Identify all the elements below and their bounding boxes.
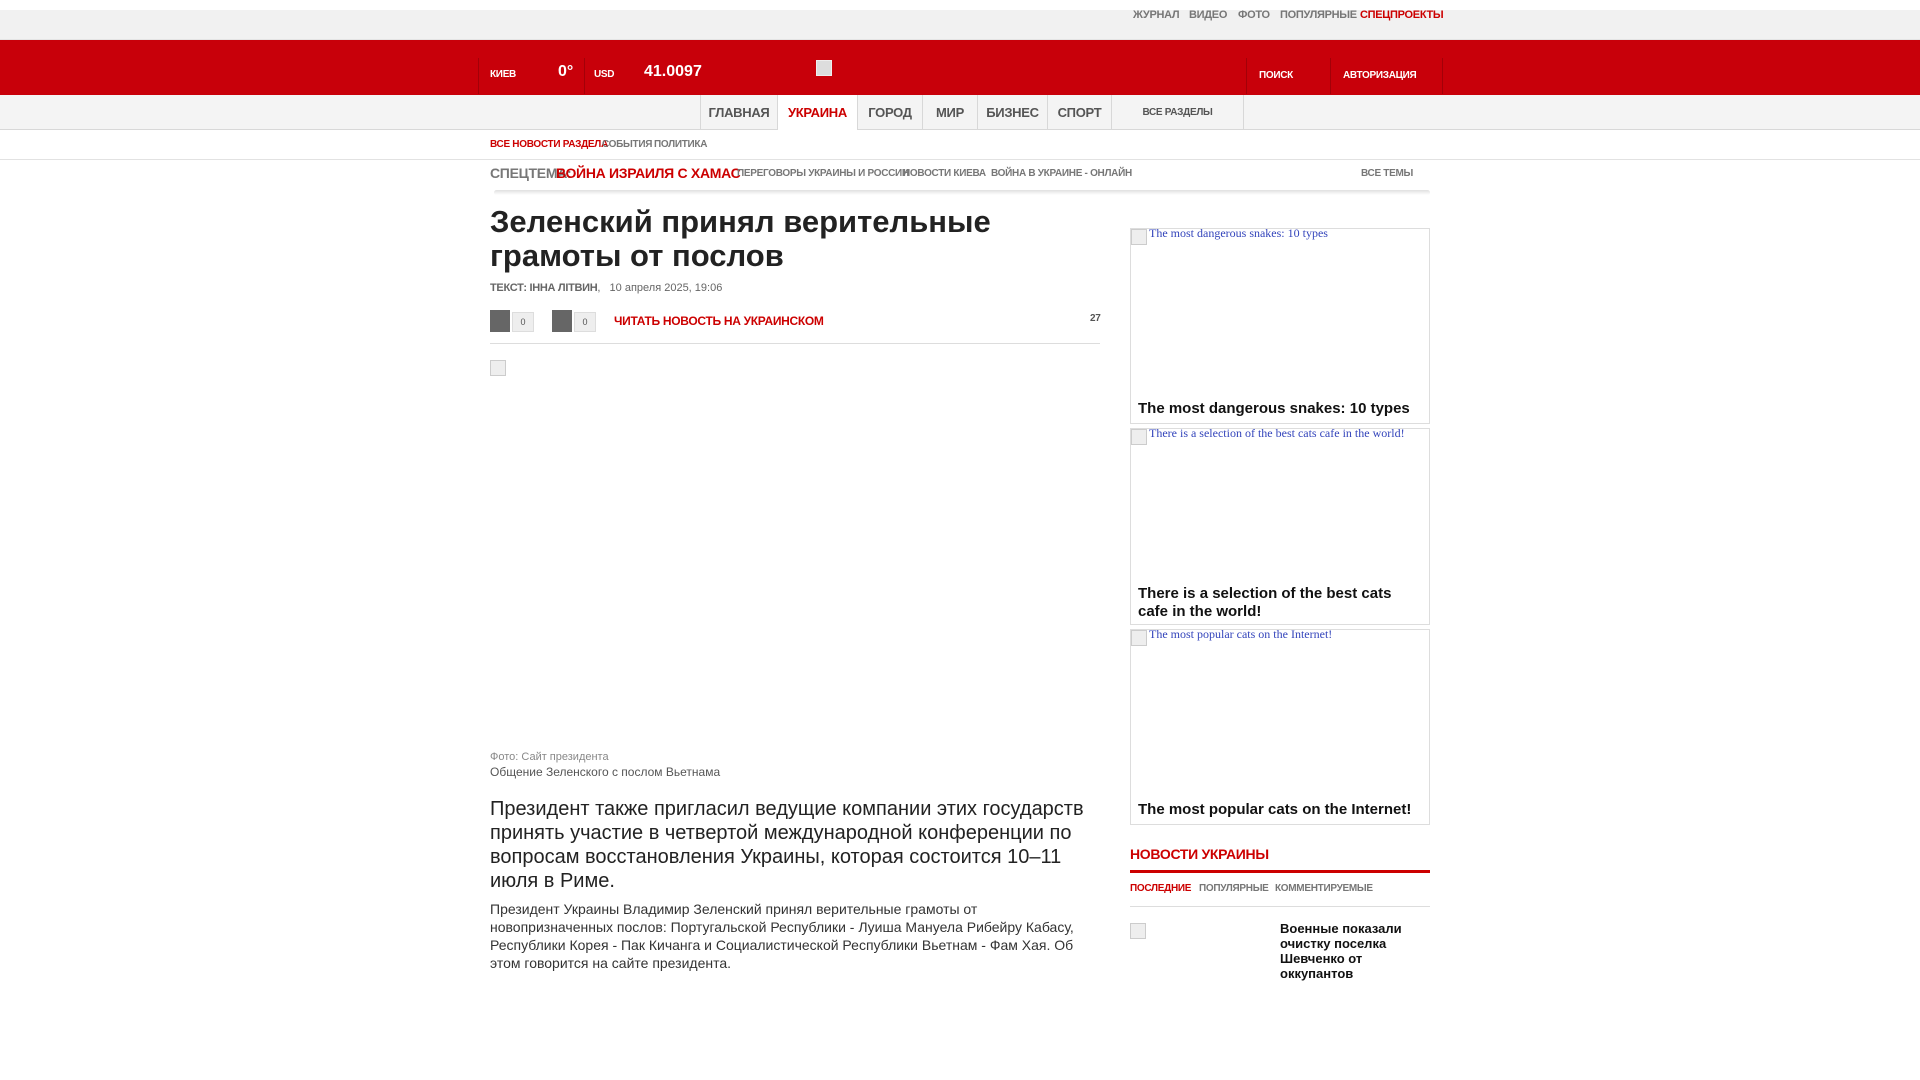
- promo-card[interactable]: [1130, 228, 1430, 424]
- toplink-photo[interactable]: ФОТО: [1238, 9, 1270, 21]
- sub-nav: [0, 131, 1920, 160]
- article-byline: ТЕКСТ: ІННА ЛІТВИН, 10 апреля 2025, 19:06: [490, 282, 723, 294]
- search-button[interactable]: ПОИСК: [1259, 70, 1293, 81]
- sidebar-news-item[interactable]: Военные показали очистку поселка Шевченко от оккупантов: [1280, 921, 1402, 981]
- header-bar: [0, 40, 1920, 95]
- promo-title[interactable]: The most dangerous snakes: 10 types: [1138, 400, 1410, 417]
- promo-image-alt: There is a selection of the best cats cafe in the world!: [1149, 426, 1405, 440]
- toplink-journal[interactable]: ЖУРНАЛ: [1133, 9, 1180, 21]
- promo-image-icon[interactable]: [1131, 229, 1147, 245]
- sidebar-rule: [1130, 870, 1430, 873]
- currency-name[interactable]: USD: [594, 69, 615, 80]
- article-body: Президент Украины Владимир Зеленский принял верительные грамоты от новопризначенных послов: Португальской Республики - Луиша Мануела Рибейру Кабасу, Республики Корея - Пак Кичанга и Социалистической Республики Вьетнам - Фам Хая. Об этом говорится на сайте президента.: [490, 901, 1074, 971]
- currency-value: 41.0097: [644, 63, 702, 80]
- article-lead: Президент также пригласил ведущие компании этих государств принять участие в четвертой международной конференции по вопросам восстановления Украины, которая состоится 10–11 июля в Риме.: [490, 798, 1084, 892]
- promo-card[interactable]: [1130, 428, 1430, 625]
- auth-button[interactable]: АВТОРИЗАЦИЯ: [1343, 70, 1417, 81]
- nav-sport[interactable]: СПОРТ: [1047, 95, 1111, 130]
- article-author[interactable]: ТЕКСТ: ІННА ЛІТВИН: [490, 282, 598, 294]
- spec-link-negotiations[interactable]: ПЕРЕГОВОРЫ УКРАИНЫ И РОССИИ: [737, 168, 909, 179]
- header-divider: [1330, 58, 1331, 94]
- nav-world[interactable]: МИР: [922, 95, 977, 130]
- spec-all-topics[interactable]: ВСЕ ТЕМЫ: [1361, 168, 1414, 179]
- nav-city[interactable]: ГОРОД: [857, 95, 922, 130]
- toplink-video[interactable]: ВИДЕО: [1189, 9, 1228, 21]
- news-thumbnail-icon[interactable]: [1130, 923, 1146, 939]
- sidebar-divider: [1130, 906, 1430, 907]
- spec-topic-link[interactable]: ВОЙНА ИЗРАИЛЯ С ХАМАС: [556, 165, 741, 181]
- tab-commented[interactable]: КОММЕНТИРУЕМЫЕ: [1275, 883, 1373, 894]
- weather-city[interactable]: КИЕВ: [490, 69, 516, 80]
- promo-image-alt: The most popular cats on the Internet!: [1149, 627, 1333, 641]
- header-divider: [1442, 58, 1443, 94]
- tab-latest[interactable]: ПОСЛЕДНИЕ: [1130, 883, 1192, 894]
- promo-image-icon[interactable]: [1131, 630, 1147, 646]
- spec-link-kyiv-news[interactable]: НОВОСТИ КИЕВА: [903, 168, 986, 179]
- header-divider: [478, 58, 479, 94]
- nav-main[interactable]: ГЛАВНАЯ: [700, 95, 777, 130]
- toplink-popular[interactable]: ПОПУЛЯРНЫЕ: [1280, 9, 1357, 21]
- views-count: 27: [1090, 313, 1101, 324]
- subnav-politics[interactable]: ПОЛИТИКА: [654, 139, 708, 150]
- article-divider: [490, 343, 1100, 344]
- promo-card[interactable]: [1130, 629, 1430, 825]
- read-in-ukrainian-link[interactable]: ЧИТАТЬ НОВОСТЬ НА УКРАИНСКОМ: [614, 314, 824, 328]
- tab-popular[interactable]: ПОПУЛЯРНЫЕ: [1199, 883, 1269, 894]
- sidebar-title[interactable]: НОВОСТИ УКРАИНЫ: [1130, 846, 1269, 862]
- spec-label: СПЕЦТЕМА:: [490, 165, 572, 181]
- share-count: 0: [512, 312, 534, 332]
- spec-link-war-online[interactable]: ВОЙНА В УКРАИНЕ - ОНЛАЙН: [991, 168, 1132, 179]
- subnav-events[interactable]: СОБЫТИЯ: [602, 139, 653, 150]
- spec-divider: [494, 190, 1430, 195]
- share-count: 0: [574, 312, 596, 332]
- promo-title[interactable]: There is a selection of the best cats cafe in the world!: [1138, 585, 1392, 620]
- facebook-share-icon[interactable]: [490, 310, 510, 332]
- article-date: 10 апреля 2025, 19:06: [609, 282, 723, 294]
- article-photo-icon[interactable]: [490, 360, 506, 376]
- nav-business[interactable]: БИЗНЕС: [977, 95, 1047, 130]
- photo-caption: Общение Зеленского с послом Вьетнама: [490, 765, 721, 779]
- twitter-share-icon[interactable]: [552, 310, 572, 332]
- toplink-specprojects[interactable]: СПЕЦПРОЕКТЫ: [1360, 9, 1444, 21]
- header-divider: [584, 58, 585, 94]
- top-spacer: [0, 0, 1920, 10]
- subnav-all-news[interactable]: ВСЕ НОВОСТИ РАЗДЕЛА: [490, 139, 608, 150]
- promo-title[interactable]: The most popular cats on the Internet!: [1138, 801, 1412, 818]
- weather-temp: 0°: [558, 63, 574, 80]
- top-links-bar: [0, 10, 1920, 40]
- article-headline: Зеленский принял верительные грамоты от послов: [490, 204, 991, 273]
- nav-ukraine[interactable]: УКРАИНА: [777, 95, 857, 130]
- site-logo-icon[interactable]: [816, 60, 832, 76]
- promo-image-alt: The most dangerous snakes: 10 types: [1149, 226, 1328, 240]
- header-divider: [1246, 58, 1247, 94]
- promo-image-icon[interactable]: [1131, 429, 1147, 445]
- photo-credit: Фото: Сайт президента: [490, 751, 609, 763]
- nav-all-sections[interactable]: ВСЕ РАЗДЕЛЫ: [1111, 95, 1244, 130]
